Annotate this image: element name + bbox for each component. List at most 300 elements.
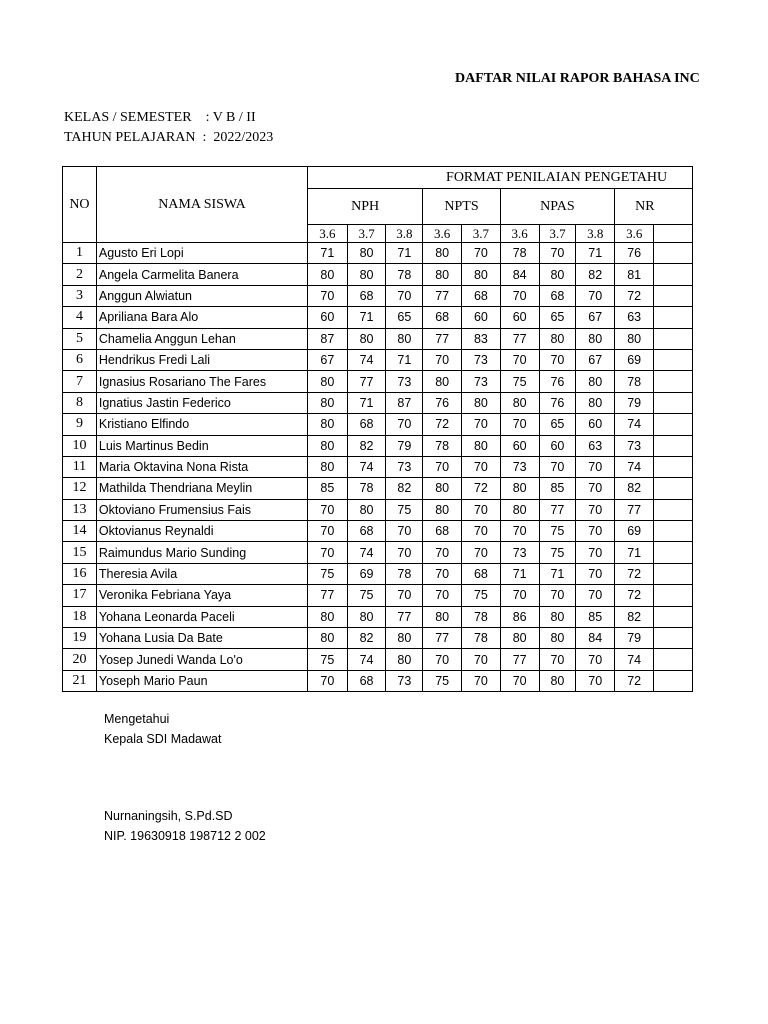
score-cell: 70 (539, 349, 576, 370)
row-number: 21 (63, 670, 97, 691)
score-cell: 67 (308, 349, 348, 370)
row-number: 18 (63, 606, 97, 627)
footer-mengetahui: Mengetahui (104, 712, 170, 726)
score-cell: 71 (539, 563, 576, 584)
table-row (63, 499, 693, 520)
score-cell: 70 (539, 243, 576, 264)
score-cell: 60 (500, 435, 539, 456)
score-cell: 82 (615, 478, 654, 499)
subheader-cell: 3.6 (615, 225, 654, 243)
score-cell: 85 (539, 478, 576, 499)
score-cell-empty (654, 264, 693, 285)
score-cell: 71 (347, 392, 386, 413)
score-cell: 75 (308, 563, 348, 584)
score-cell: 70 (462, 243, 501, 264)
row-number: 3 (63, 285, 97, 306)
score-cell: 73 (500, 542, 539, 563)
score-cell: 80 (500, 392, 539, 413)
header-group-nph: NPH (308, 189, 423, 225)
table-row (63, 628, 693, 649)
score-cell: 70 (500, 349, 539, 370)
row-number: 13 (63, 499, 97, 520)
header-group-npts: NPTS (423, 189, 501, 225)
score-cell: 68 (539, 285, 576, 306)
score-cell: 78 (423, 435, 462, 456)
score-cell: 76 (539, 371, 576, 392)
subheader-cell-empty (654, 225, 693, 243)
score-cell: 70 (462, 670, 501, 691)
score-cell: 80 (423, 264, 462, 285)
score-cell: 80 (308, 264, 348, 285)
score-cell: 71 (576, 243, 615, 264)
table-row (63, 521, 693, 542)
score-cell: 77 (423, 285, 462, 306)
score-cell: 68 (347, 414, 386, 435)
student-name: Agusto Eri Lopi (96, 243, 307, 264)
score-cell: 82 (347, 435, 386, 456)
score-cell-empty (654, 349, 693, 370)
score-cell-empty (654, 585, 693, 606)
score-cell: 73 (462, 371, 501, 392)
score-cell: 71 (386, 243, 423, 264)
score-cell: 68 (423, 521, 462, 542)
score-cell: 80 (500, 478, 539, 499)
score-cell: 69 (615, 349, 654, 370)
score-cell: 70 (576, 456, 615, 477)
score-cell: 70 (423, 542, 462, 563)
score-cell: 75 (347, 585, 386, 606)
student-name: Oktoviano Frumensius Fais (96, 499, 307, 520)
score-cell: 76 (615, 243, 654, 264)
student-name: Yosep Junedi Wanda Lo'o (96, 649, 307, 670)
score-cell: 84 (576, 628, 615, 649)
score-cell: 75 (386, 499, 423, 520)
table-row (63, 328, 693, 349)
score-cell: 80 (423, 478, 462, 499)
score-cell: 70 (576, 478, 615, 499)
row-number: 1 (63, 243, 97, 264)
score-cell: 71 (500, 563, 539, 584)
table-row (63, 435, 693, 456)
score-cell: 68 (347, 285, 386, 306)
score-cell: 60 (462, 307, 501, 328)
score-cell: 80 (347, 499, 386, 520)
score-cell: 68 (462, 563, 501, 584)
score-cell: 71 (615, 542, 654, 563)
score-cell: 70 (576, 285, 615, 306)
score-cell: 70 (539, 649, 576, 670)
score-cell: 70 (386, 285, 423, 306)
score-cell: 75 (539, 521, 576, 542)
score-cell: 77 (386, 606, 423, 627)
score-cell: 70 (308, 499, 348, 520)
score-cell: 70 (576, 585, 615, 606)
score-cell-empty (654, 649, 693, 670)
score-cell: 80 (615, 328, 654, 349)
score-cell: 87 (386, 392, 423, 413)
score-cell: 70 (423, 456, 462, 477)
score-cell: 71 (308, 243, 348, 264)
grades-table-container (62, 166, 693, 696)
score-cell: 82 (615, 606, 654, 627)
table-row (63, 456, 693, 477)
score-cell: 67 (576, 307, 615, 328)
score-cell: 67 (576, 349, 615, 370)
score-cell: 70 (386, 521, 423, 542)
student-name: Apriliana Bara Alo (96, 307, 307, 328)
student-name: Mathilda Thendriana Meylin (96, 478, 307, 499)
subheader-cell: 3.6 (423, 225, 462, 243)
table-row (63, 392, 693, 413)
score-cell: 74 (347, 649, 386, 670)
score-cell: 80 (576, 392, 615, 413)
row-number: 12 (63, 478, 97, 499)
score-cell: 70 (308, 542, 348, 563)
score-cell: 79 (615, 628, 654, 649)
table-row (63, 285, 693, 306)
score-cell: 80 (462, 435, 501, 456)
table-row (63, 478, 693, 499)
score-cell: 77 (500, 328, 539, 349)
row-number: 11 (63, 456, 97, 477)
row-number: 2 (63, 264, 97, 285)
score-cell: 70 (462, 456, 501, 477)
score-cell: 70 (576, 649, 615, 670)
score-cell-empty (654, 478, 693, 499)
score-cell: 80 (386, 649, 423, 670)
score-cell: 80 (386, 328, 423, 349)
score-cell: 70 (423, 649, 462, 670)
score-cell: 74 (615, 414, 654, 435)
table-row (63, 563, 693, 584)
row-number: 14 (63, 521, 97, 542)
score-cell: 80 (347, 243, 386, 264)
table-row (63, 670, 693, 691)
score-cell: 79 (615, 392, 654, 413)
score-cell: 60 (308, 307, 348, 328)
score-cell: 70 (423, 349, 462, 370)
row-number: 19 (63, 628, 97, 649)
score-cell: 78 (462, 606, 501, 627)
student-name: Yohana Lusia Da Bate (96, 628, 307, 649)
score-cell: 80 (308, 435, 348, 456)
subheader-cell: 3.8 (386, 225, 423, 243)
score-cell: 72 (615, 585, 654, 606)
score-cell: 70 (500, 285, 539, 306)
class-semester-line: KELAS / SEMESTER : V B / II (64, 110, 256, 125)
score-cell: 86 (500, 606, 539, 627)
score-cell: 70 (423, 585, 462, 606)
score-cell: 65 (386, 307, 423, 328)
score-cell: 70 (462, 542, 501, 563)
score-cell: 80 (308, 628, 348, 649)
score-cell: 80 (500, 499, 539, 520)
score-cell-empty (654, 285, 693, 306)
score-cell: 63 (615, 307, 654, 328)
score-cell: 60 (500, 307, 539, 328)
score-cell: 80 (423, 606, 462, 627)
header-format-penilaian: FORMAT PENILAIAN PENGETAHU (308, 167, 693, 189)
student-name: Chamelia Anggun Lehan (96, 328, 307, 349)
table-row (63, 649, 693, 670)
table-row (63, 606, 693, 627)
student-name: Ignasius Rosariano The Fares (96, 371, 307, 392)
score-cell: 69 (615, 521, 654, 542)
student-name: Yohana Leonarda Paceli (96, 606, 307, 627)
table-row (63, 243, 693, 264)
row-number: 15 (63, 542, 97, 563)
score-cell: 77 (539, 499, 576, 520)
student-name: Veronika Febriana Yaya (96, 585, 307, 606)
score-cell: 80 (462, 264, 501, 285)
score-cell: 80 (308, 606, 348, 627)
score-cell: 79 (386, 435, 423, 456)
row-number: 4 (63, 307, 97, 328)
score-cell: 77 (423, 328, 462, 349)
score-cell-empty (654, 328, 693, 349)
score-cell: 70 (576, 563, 615, 584)
score-cell: 78 (386, 563, 423, 584)
score-cell: 80 (462, 392, 501, 413)
score-cell: 80 (423, 371, 462, 392)
header-nama-siswa: NAMA SISWA (96, 167, 307, 243)
score-cell: 76 (539, 392, 576, 413)
score-cell-empty (654, 521, 693, 542)
score-cell: 76 (423, 392, 462, 413)
header-group-nr (615, 189, 693, 225)
student-name: Kristiano Elfindo (96, 414, 307, 435)
score-cell: 78 (615, 371, 654, 392)
score-cell: 70 (386, 542, 423, 563)
student-name: Oktovianus Reynaldi (96, 521, 307, 542)
score-cell: 70 (500, 670, 539, 691)
subheader-cell: 3.8 (576, 225, 615, 243)
score-cell: 80 (386, 628, 423, 649)
score-cell: 80 (576, 371, 615, 392)
score-cell: 70 (576, 521, 615, 542)
footer-principal-title: Kepala SDI Madawat (104, 732, 222, 746)
score-cell: 82 (347, 628, 386, 649)
score-cell: 78 (386, 264, 423, 285)
score-cell: 75 (462, 585, 501, 606)
footer-principal-name: Nurnaningsih, S.Pd.SD (104, 809, 233, 823)
header-group-nr-label: NR (635, 198, 655, 214)
score-cell-empty (654, 542, 693, 563)
student-name: Anggun Alwiatun (96, 285, 307, 306)
subheader-cell: 3.7 (539, 225, 576, 243)
score-cell: 70 (539, 585, 576, 606)
score-cell: 80 (347, 606, 386, 627)
score-cell: 70 (576, 542, 615, 563)
score-cell: 70 (308, 521, 348, 542)
score-cell-empty (654, 456, 693, 477)
score-cell-empty (654, 606, 693, 627)
score-cell-empty (654, 307, 693, 328)
score-cell: 78 (347, 478, 386, 499)
score-cell: 70 (462, 521, 501, 542)
subheader-cell: 3.7 (347, 225, 386, 243)
score-cell-empty (654, 670, 693, 691)
score-cell: 80 (423, 499, 462, 520)
score-cell-empty (654, 414, 693, 435)
score-cell: 80 (347, 264, 386, 285)
score-cell-empty (654, 392, 693, 413)
score-cell: 74 (347, 349, 386, 370)
score-cell: 87 (308, 328, 348, 349)
score-cell: 77 (500, 649, 539, 670)
score-cell: 81 (615, 264, 654, 285)
score-cell: 68 (347, 521, 386, 542)
student-name: Maria Oktavina Nona Rista (96, 456, 307, 477)
score-cell: 69 (347, 563, 386, 584)
score-cell: 74 (615, 649, 654, 670)
score-cell: 80 (539, 606, 576, 627)
score-cell: 65 (539, 414, 576, 435)
table-row (63, 264, 693, 285)
score-cell: 80 (539, 264, 576, 285)
header-no: NO (63, 167, 97, 243)
score-cell: 70 (308, 285, 348, 306)
score-cell: 75 (539, 542, 576, 563)
score-cell: 70 (462, 499, 501, 520)
student-name: Luis Martinus Bedin (96, 435, 307, 456)
subheader-cell: 3.6 (308, 225, 348, 243)
row-number: 5 (63, 328, 97, 349)
score-cell: 74 (347, 542, 386, 563)
table-row (63, 307, 693, 328)
score-cell: 68 (347, 670, 386, 691)
score-cell: 73 (386, 456, 423, 477)
score-cell: 70 (386, 414, 423, 435)
score-cell: 80 (308, 371, 348, 392)
score-cell: 75 (423, 670, 462, 691)
student-name: Yoseph Mario Paun (96, 670, 307, 691)
row-number: 9 (63, 414, 97, 435)
score-cell: 85 (576, 606, 615, 627)
table-row (63, 414, 693, 435)
score-cell: 63 (576, 435, 615, 456)
score-cell: 77 (615, 499, 654, 520)
student-name: Hendrikus Fredi Lali (96, 349, 307, 370)
score-cell: 74 (615, 456, 654, 477)
row-number: 8 (63, 392, 97, 413)
score-cell: 70 (539, 456, 576, 477)
score-cell: 77 (308, 585, 348, 606)
score-cell: 80 (539, 670, 576, 691)
score-cell: 73 (386, 371, 423, 392)
table-row (63, 585, 693, 606)
score-cell: 75 (308, 649, 348, 670)
score-cell: 70 (576, 499, 615, 520)
grades-table-body (63, 243, 693, 692)
score-cell-empty (654, 628, 693, 649)
academic-year-line: TAHUN PELAJARAN : 2022/2023 (64, 130, 274, 145)
score-cell: 80 (576, 328, 615, 349)
score-cell: 73 (615, 435, 654, 456)
row-number: 16 (63, 563, 97, 584)
score-cell-empty (654, 243, 693, 264)
score-cell: 73 (500, 456, 539, 477)
score-cell: 80 (423, 243, 462, 264)
row-number: 6 (63, 349, 97, 370)
score-cell-empty (654, 371, 693, 392)
score-cell: 65 (539, 307, 576, 328)
score-cell: 60 (576, 414, 615, 435)
score-cell: 85 (308, 478, 348, 499)
score-cell: 72 (423, 414, 462, 435)
score-cell: 70 (462, 414, 501, 435)
score-cell: 78 (462, 628, 501, 649)
score-cell: 80 (308, 414, 348, 435)
subheader-cell: 3.7 (462, 225, 501, 243)
score-cell: 68 (462, 285, 501, 306)
score-cell: 80 (308, 392, 348, 413)
score-cell-empty (654, 499, 693, 520)
row-number: 17 (63, 585, 97, 606)
score-cell: 73 (386, 670, 423, 691)
score-cell: 78 (500, 243, 539, 264)
score-cell: 60 (539, 435, 576, 456)
score-cell-empty (654, 435, 693, 456)
student-name: Theresia Avila (96, 563, 307, 584)
score-cell: 80 (539, 328, 576, 349)
score-cell: 77 (347, 371, 386, 392)
score-cell: 70 (500, 521, 539, 542)
score-cell: 82 (576, 264, 615, 285)
score-cell: 82 (386, 478, 423, 499)
score-cell: 84 (500, 264, 539, 285)
footer-principal-nip: NIP. 19630918 198712 2 002 (104, 829, 266, 843)
score-cell: 74 (347, 456, 386, 477)
score-cell: 75 (500, 371, 539, 392)
score-cell: 71 (386, 349, 423, 370)
table-row (63, 371, 693, 392)
score-cell: 71 (347, 307, 386, 328)
score-cell: 72 (615, 563, 654, 584)
document-title: DAFTAR NILAI RAPOR BAHASA INC (455, 71, 700, 86)
row-number: 10 (63, 435, 97, 456)
subheader-cell: 3.6 (500, 225, 539, 243)
score-cell: 68 (423, 307, 462, 328)
grades-table (62, 166, 693, 692)
header-group-npas: NPAS (500, 189, 614, 225)
score-cell: 70 (308, 670, 348, 691)
row-number: 7 (63, 371, 97, 392)
score-cell: 80 (308, 456, 348, 477)
student-name: Angela Carmelita Banera (96, 264, 307, 285)
table-row (63, 349, 693, 370)
row-number: 20 (63, 649, 97, 670)
score-cell: 83 (462, 328, 501, 349)
score-cell: 72 (615, 670, 654, 691)
score-cell: 77 (423, 628, 462, 649)
score-cell: 73 (462, 349, 501, 370)
score-cell: 70 (500, 414, 539, 435)
student-name: Ignatius Jastin Federico (96, 392, 307, 413)
table-row (63, 542, 693, 563)
score-cell: 70 (576, 670, 615, 691)
score-cell: 70 (462, 649, 501, 670)
score-cell: 70 (423, 563, 462, 584)
score-cell: 80 (500, 628, 539, 649)
score-cell: 70 (500, 585, 539, 606)
score-cell: 72 (615, 285, 654, 306)
score-cell: 70 (386, 585, 423, 606)
score-cell: 72 (462, 478, 501, 499)
score-cell-empty (654, 563, 693, 584)
student-name: Raimundus Mario Sunding (96, 542, 307, 563)
score-cell: 80 (347, 328, 386, 349)
